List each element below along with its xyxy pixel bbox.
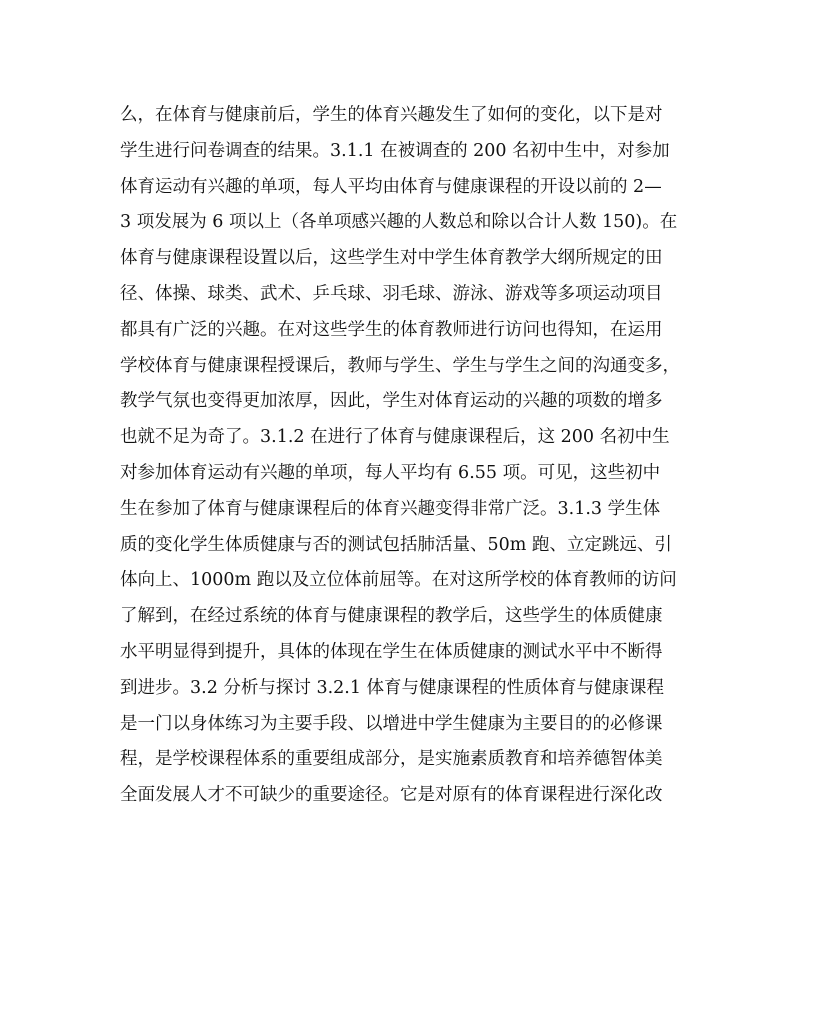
text-line: 都具有广泛的兴趣。在对这些学生的体育教师进行访问也得知，在运用 [120, 319, 663, 340]
text-line: 也就不足为奇了。3.1.2 在进行了体育与健康课程后，这 200 名初中生 [120, 427, 670, 448]
text-line: 体育运动有兴趣的单项，每人平均由体育与健康课程的开设以前的 2— [120, 176, 662, 197]
text-line: 程，是学校课程体系的重要组成部分，是实施素质教育和培养德智体美 [120, 749, 663, 770]
text-line: 3 项发展为 6 项以上（各单项感兴趣的人数总和除以合计人数 150)。在 [120, 212, 678, 233]
text-line: 质的变化学生体质健康与否的测试包括肺活量、50m 跑、立定跳远、引 [120, 534, 672, 555]
text-line: 全面发展人才不可缺少的重要途径。它是对原有的体育课程进行深化改 [120, 785, 663, 806]
text-line: 教学气氛也变得更加浓厚，因此，学生对体育运动的兴趣的项数的增多 [120, 391, 663, 412]
text-line: 对参加体育运动有兴趣的单项，每人平均有 6.55 项。可见，这些初中 [120, 462, 661, 483]
text-line: 了解到，在经过系统的体育与健康课程的教学后，这些学生的体质健康 [120, 606, 663, 627]
text-line: 体育与健康课程设置以后，这些学生对中学生体育教学大纲所规定的田 [120, 248, 663, 269]
text-line: 学生进行问卷调查的结果。3.1.1 在被调查的 200 名初中生中，对参加 [120, 140, 670, 161]
body-text [120, 98, 710, 814]
text-line: 到进步。3.2 分析与探讨 3.2.1 体育与健康课程的性质体育与健康课程 [120, 677, 665, 698]
text-line: 生在参加了体育与健康课程后的体育兴趣变得非常广泛。3.1.3 学生体 [120, 498, 661, 519]
text-line: 么，在体育与健康前后，学生的体育兴趣发生了如何的变化，以下是对 [120, 105, 663, 125]
text-line: 是一门以身体练习为主要手段、以增进中学生健康为主要目的的必修课 [120, 713, 663, 734]
text-line: 体向上、1000m 跑以及立位体前屈等。在对这所学校的体育教师的访问 [120, 570, 677, 591]
text-line: 学校体育与健康课程授课后，教师与学生、学生与学生之间的沟通变多， [120, 355, 680, 376]
text-line: 径、体操、球类、武术、乒乓球、羽毛球、游泳、游戏等多项运动项目 [120, 283, 663, 304]
text-line: 水平明显得到提升，具体的体现在学生在体质健康的测试水平中不断得 [120, 641, 663, 662]
